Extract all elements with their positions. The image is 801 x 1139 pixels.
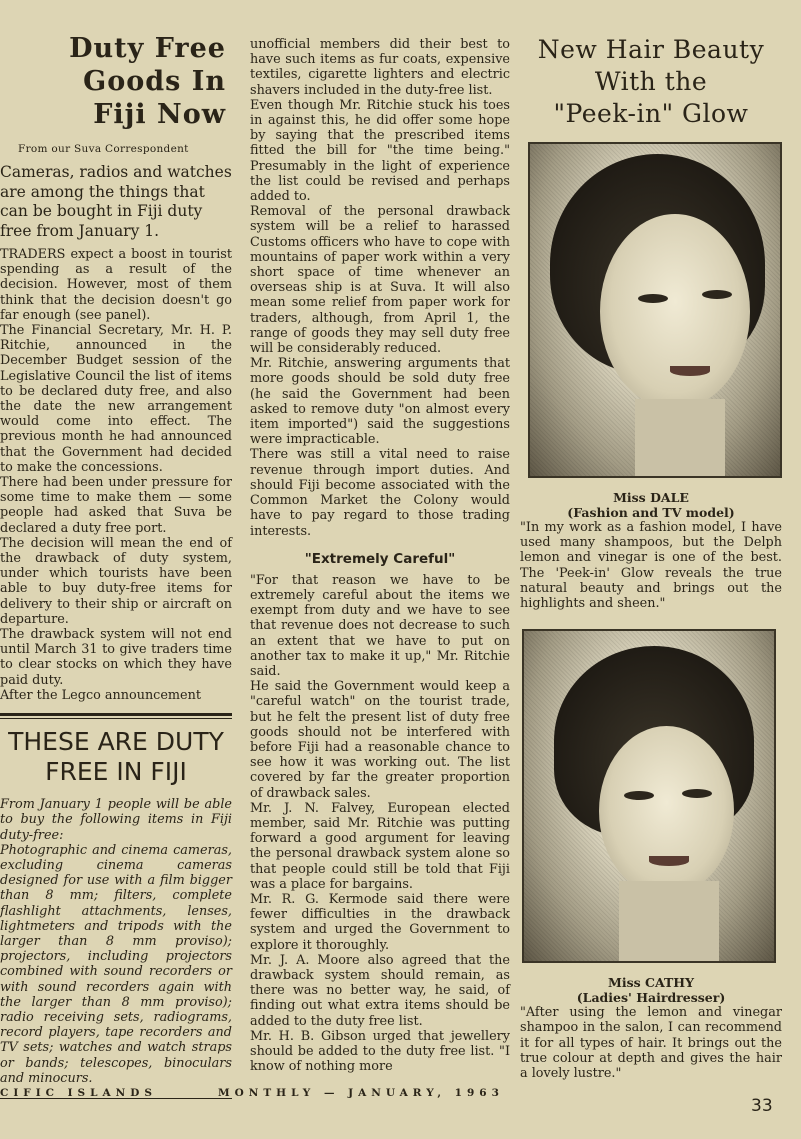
article-body-col2a: [250, 37, 510, 539]
model-photo-cathy: [522, 629, 776, 963]
panel-title: [0, 727, 232, 787]
headline-line: Goods In: [83, 66, 226, 97]
paragraph: Mr. H. B. Gibson urged that jewellery should be added to the duty free list. "I know of nothing more: [250, 1028, 510, 1075]
paragraph: Mr. J. A. Moore also agreed that the drawback system should remain, as there was no better way, he said, of finding out what extra items should be added to the duty free list.: [250, 952, 510, 1029]
paragraph: TRADERS expect a boost in tourist spending as a result of the decision. However, most of them think that the decision doesn't go far enough (see panel).: [0, 247, 232, 323]
panel-top-rule: [0, 713, 232, 716]
headline-line: Fiji Now: [93, 99, 226, 130]
article-column-1: [0, 32, 232, 1099]
paragraph: Removal of the personal drawback system will be a relief to harassed Customs officers who have to cope with mountains of paper work within a very short space of time whenever an overseas ship is at Suva. It will also mean some relief from paper work for traders, although, from April 1, the range of goods they may sell duty free will be considerably reduced.: [250, 204, 510, 357]
paragraph: Photographic and cinema cameras, excluding cinema cameras designed for use with a film bigger than 8 mm; filters, complete flashlight attachments, lenses, lightmeters and tripods with the larger than 8 mm proviso); projectors, including projectors combined with sound recorders or with sound recorders again with the larger than 8 mm proviso); radio receiving sets, radiograms, record players, tape recorders and TV sets; watches and watch straps or bands; telescopes, binoculars and minocurs.: [0, 842, 232, 1086]
advert-title-line: "Peek-in" Glow: [553, 99, 749, 128]
paragraph: The drawback system will not end until March 31 to give traders time to clear stocks on which they have paid duty.: [0, 627, 232, 688]
advert-title-line: New Hair Beauty: [537, 35, 765, 64]
testimonial-quote: "After using the lemon and vinegar shampoo in the salon, I can recommend it for all types of hair. It brings out the true colour at depth and gives the hair a lovely lustre.": [520, 1005, 782, 1082]
panel-body: [0, 797, 232, 1086]
panel-top-rule-thin: [0, 718, 232, 719]
model-photo-dale: [528, 142, 782, 478]
headline-line: Duty Free: [69, 33, 226, 64]
footer-publication: CIFIC ISLANDS: [0, 1087, 157, 1099]
article-subhead: "Extremely Careful": [304, 550, 456, 567]
paragraph: From January 1 people will be able to buy the following items in Fiji duty-free:: [0, 797, 232, 843]
advert-title: [520, 34, 782, 130]
testimonial-name: Miss DALE: [613, 490, 689, 505]
paragraph: The decision will mean the end of the drawback of duty system, under which tourists have been able to buy duty-free items for delivery to their ship or aircraft on departure.: [0, 535, 232, 627]
article-lede: Cameras, radios and watches are among the things that can be bought in Fiji duty free from January 1.: [0, 163, 232, 240]
article-column-2: [250, 37, 510, 1074]
paragraph: He said the Government would keep a "careful watch" on the tourist trade, but he felt the present list of duty free goods should not be interfered with before Fiji had a reasonable chance to see how it was working out. The list covered by far the greater proportion of drawback sales.: [250, 679, 510, 801]
article-body-col2b: [250, 573, 510, 1075]
testimonial-role: (Ladies' Hairdresser): [576, 990, 726, 1006]
article-body-col1: [0, 247, 232, 703]
testimonial-quote: "In my work as a fashion model, I have used many shampoos, but the Delph lemon and vinegar is one of the best. The 'Peek-in' Glow reveals the true natural beauty and brings out the highlights and sheen.": [520, 520, 782, 612]
testimonial-role: (Fashion and TV model): [567, 505, 735, 520]
duty-free-panel: [0, 727, 232, 1099]
testimonial-name: Miss CATHY: [607, 975, 694, 991]
article-byline: From our Suva Correspondent: [18, 143, 189, 155]
paragraph: There had been under pressure for some time to make them — some people had asked that Suva be declared a duty free port.: [0, 475, 232, 536]
panel-title-line: THESE ARE DUTY: [8, 727, 224, 757]
footer-issue: MONTHLY — JANUARY, 1963: [218, 1087, 504, 1099]
paragraph: Even though Mr. Ritchie stuck his toes in against this, he did offer some hope by saying that the prescribed items fitted the bill for "the time being." Presumably in the light of experience the list could be revised and perhaps added to.: [250, 97, 510, 205]
page-number: 33: [751, 1096, 773, 1116]
article-headline: [0, 32, 232, 131]
paragraph: Mr. Ritchie, answering arguments that more goods should be sold duty free (he said the Government had been asked to remove duty "on almost every item imported") said the suggestions were impracticable.: [250, 356, 510, 448]
paragraph: "For that reason we have to be extremely careful about the items we exempt from duty and we have to see that revenue does not decrease to such an extent that we have to put on another tax to make it up," Mr. Ritchie said.: [250, 572, 510, 679]
paragraph: Mr. R. G. Kermode said there were fewer difficulties in the drawback system and urged the Government to explore it thoroughly.: [250, 891, 510, 953]
paragraph: The Financial Secretary, Mr. H. P. Ritchie, announced in the December Budget session of the Legislative Council the list of items to be declared duty free, and also the date the new arrangement would come into effect. The previous month he had announced that the Government had decided to make the concessions.: [0, 323, 232, 475]
paragraph: After the Legco announcement: [0, 687, 202, 703]
paragraph: There was still a vital need to raise revenue through import duties. And should Fiji become associated with the Common Market the Colony would have to pay regard to those trading interests.: [250, 447, 510, 539]
advert-title-line: With the: [594, 67, 708, 96]
paragraph: unofficial members did their best to have such items as fur coats, expensive textiles, cigarette lighters and electric shavers included in the duty-free list.: [250, 37, 510, 98]
panel-title-line: FREE IN FIJI: [45, 757, 187, 787]
paragraph: Mr. J. N. Falvey, European elected member, said Mr. Ritchie was putting forward a good argument for leaving the personal drawback system alone so that people could still be told that Fiji was a place for bargains.: [250, 800, 510, 892]
shampoo-advert: [520, 34, 782, 1081]
